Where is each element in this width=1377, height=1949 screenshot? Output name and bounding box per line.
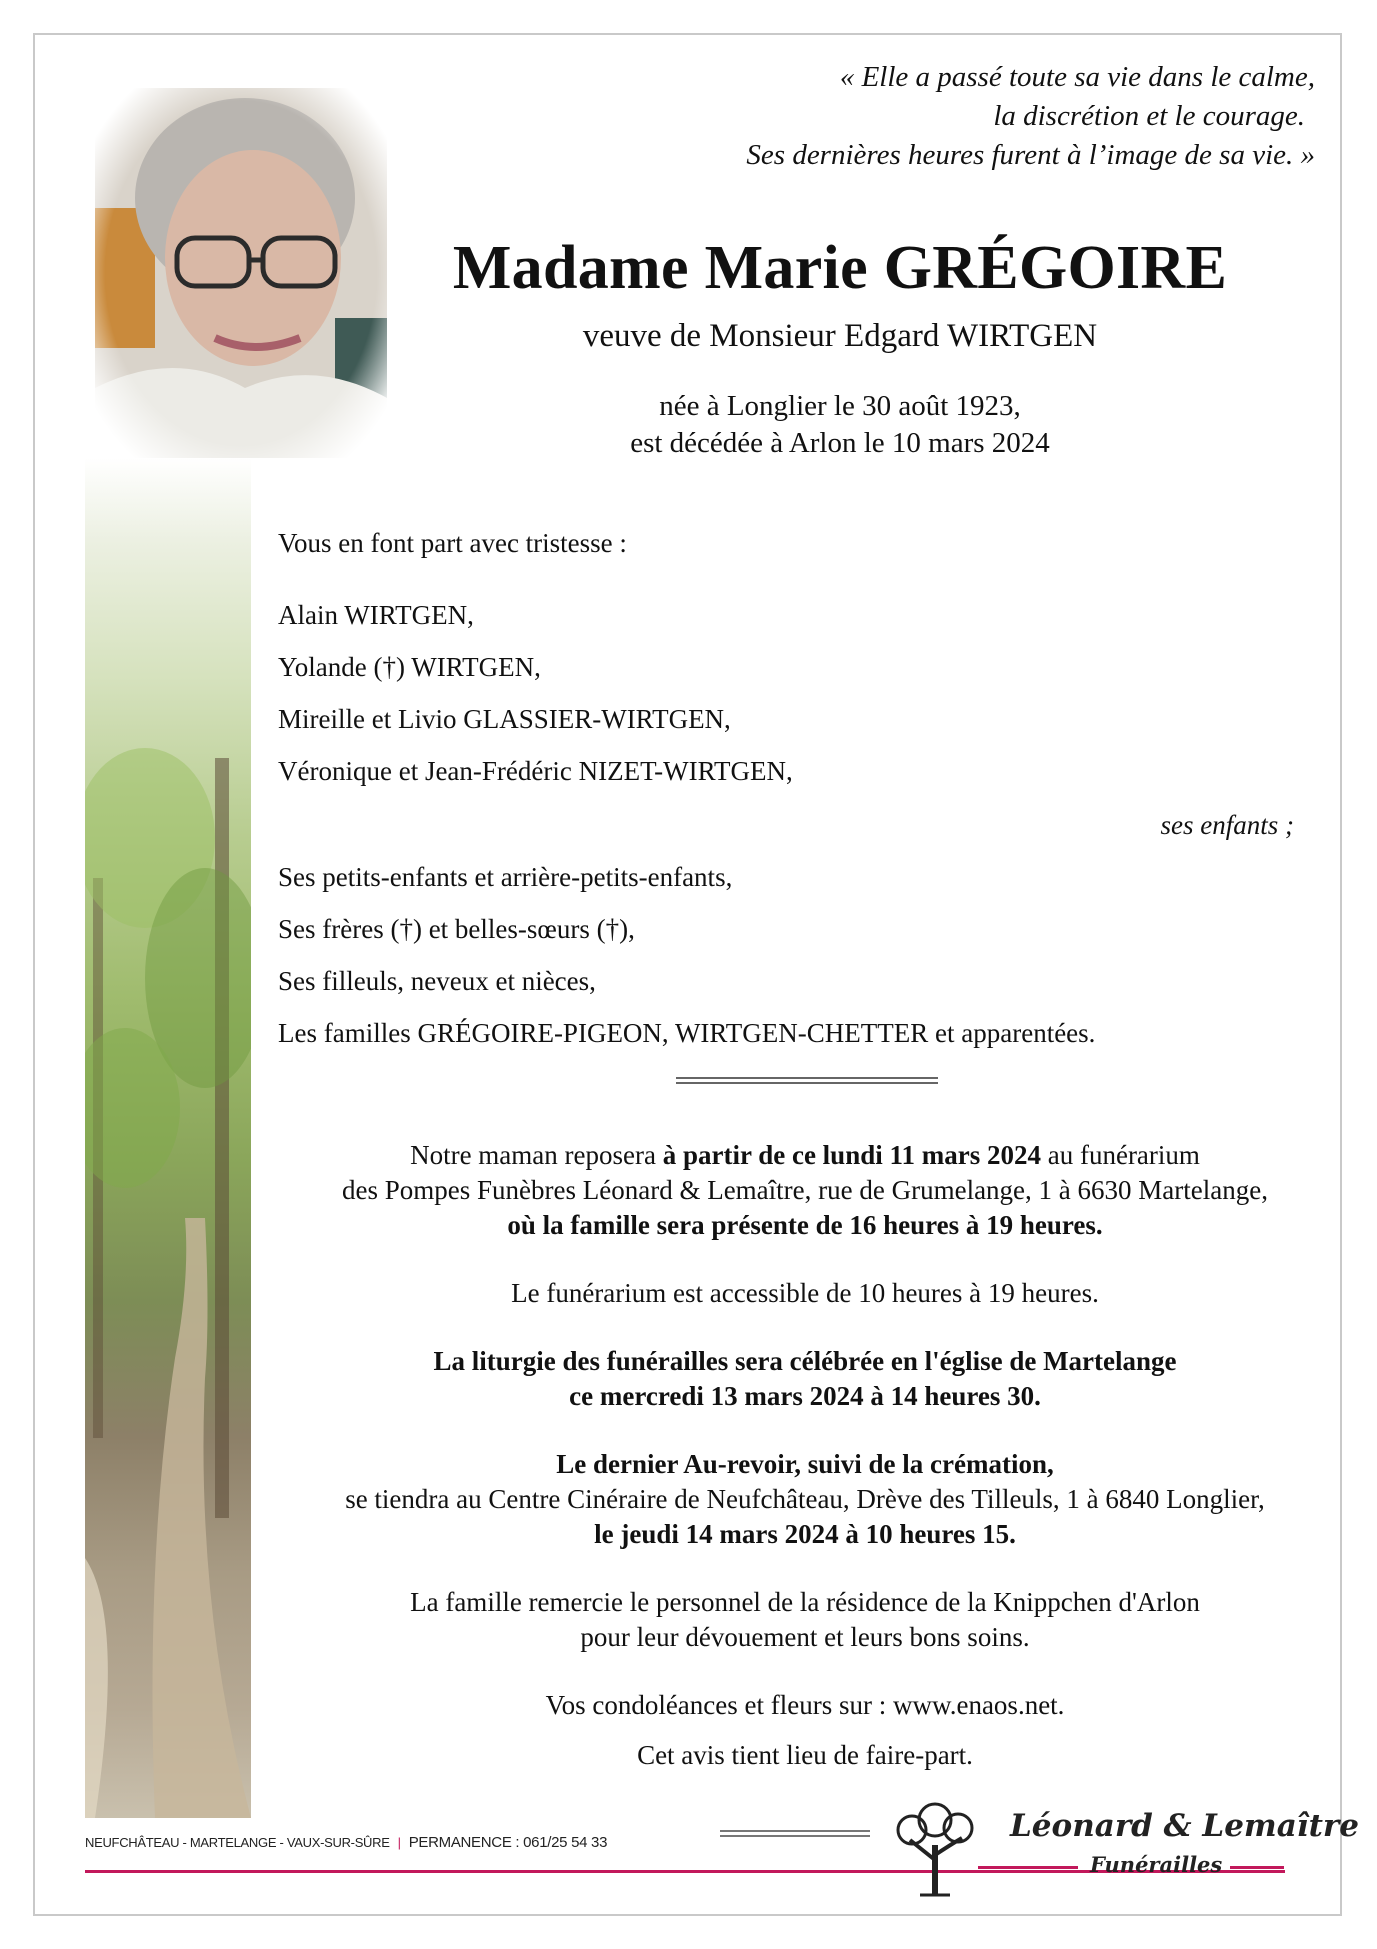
relative-entry: Les familles GRÉGOIRE-PIGEON, WIRTGEN-CHETTER et apparentées.	[278, 1018, 1096, 1048]
deceased-name: Madame Marie GRÉGOIRE	[452, 234, 1228, 302]
brand-accent-right	[1230, 1866, 1284, 1869]
cremation-line-2: se tiendra au Centre Cinéraire de Neufchâteau, Drève des Tilleuls, 1 à 6840 Longlier,	[345, 1484, 1265, 1514]
portrait-illustration	[95, 88, 387, 458]
portrait-photo	[95, 88, 387, 458]
relative-entry: Ses frères (†) et belles-sœurs (†),	[278, 914, 635, 944]
child-entry: Véronique et Jean-Frédéric NIZET-WIRTGEN,	[278, 756, 793, 786]
footer-separator: |	[397, 1835, 401, 1850]
funeral-home-logo	[890, 1800, 1359, 1900]
brand-accent-left	[978, 1866, 1078, 1869]
thanks-line-2: pour leur dévouement et leurs bons soins.	[580, 1622, 1030, 1652]
funerarium-hours: Le funérarium est accessible de 10 heures à 19 heures.	[511, 1278, 1099, 1308]
liturgy-line-1: La liturgie des funérailles sera célébrée en l'église de Martelange	[433, 1346, 1177, 1376]
birth-death-dates	[400, 388, 1280, 462]
tree-icon	[890, 1800, 980, 1900]
quote-line: la discrétion et le courage.	[993, 100, 1305, 132]
viewing-date: à partir de ce lundi 11 mars 2024	[662, 1140, 1041, 1170]
death-line: est décédée à Arlon le 10 mars 2024	[630, 427, 1050, 459]
widow-of: veuve de Monsieur Edgard WIRTGEN	[582, 318, 1098, 354]
mourners-intro: Vous en font part avec tristesse :	[278, 528, 627, 558]
footer-divider	[720, 1830, 870, 1837]
footer-contact	[85, 1834, 607, 1851]
quote-line: « Elle a passé toute sa vie dans le calme,	[839, 61, 1315, 93]
footer-locations: NEUFCHÂTEAU - MARTELANGE - VAUX-SUR-SÛRE	[85, 1835, 390, 1850]
viewing-line-2: des Pompes Funèbres Léonard & Lemaître, rue de Grumelange, 1 à 6630 Martelange,	[342, 1175, 1268, 1205]
forest-illustration	[85, 458, 251, 1818]
viewing-line-1	[270, 1140, 1340, 1171]
cremation-line-1: Le dernier Au-revoir, suivi de la crémation,	[556, 1449, 1054, 1479]
section-divider	[676, 1077, 938, 1084]
relative-entry: Ses petits-enfants et arrière-petits-enfants,	[278, 862, 733, 892]
brand-subtitle: Funérailles	[1090, 1852, 1223, 1877]
thanks-line-1: La famille remercie le personnel de la résidence de la Knippchen d'Arlon	[410, 1587, 1200, 1617]
forest-path-image	[85, 458, 251, 1818]
viewing-line-3: où la famille sera présente de 16 heures à 19 heures.	[507, 1210, 1103, 1240]
relative-entry: Ses filleuls, neveux et nièces,	[278, 966, 596, 996]
child-entry: Alain WIRTGEN,	[278, 600, 474, 630]
epitaph-quote	[555, 58, 1315, 175]
child-entry: Yolande (†) WIRTGEN,	[278, 652, 541, 682]
child-entry: Mireille et Livio GLASSIER-WIRTGEN,	[278, 704, 731, 734]
cremation-line-3: le jeudi 14 mars 2024 à 10 heures 15.	[594, 1519, 1016, 1549]
condolences-line: Vos condoléances et fleurs sur : www.enaos.net.	[545, 1690, 1065, 1720]
children-label: ses enfants ;	[1160, 810, 1294, 840]
viewing-text-c: au funérarium	[1040, 1140, 1200, 1170]
liturgy-line-2: ce mercredi 13 mars 2024 à 14 heures 30.	[569, 1381, 1041, 1411]
birth-line: née à Longlier le 30 août 1923,	[659, 390, 1021, 422]
quote-line: Ses dernières heures furent à l’image de sa vie. »	[746, 139, 1315, 171]
faire-part-line: Cet avis tient lieu de faire-part.	[637, 1740, 973, 1770]
viewing-text-a: Notre maman reposera	[410, 1140, 663, 1170]
brand-name: Léonard & Lemaître	[1010, 1808, 1359, 1844]
footer-permanence: PERMANENCE : 061/25 54 33	[408, 1834, 608, 1851]
